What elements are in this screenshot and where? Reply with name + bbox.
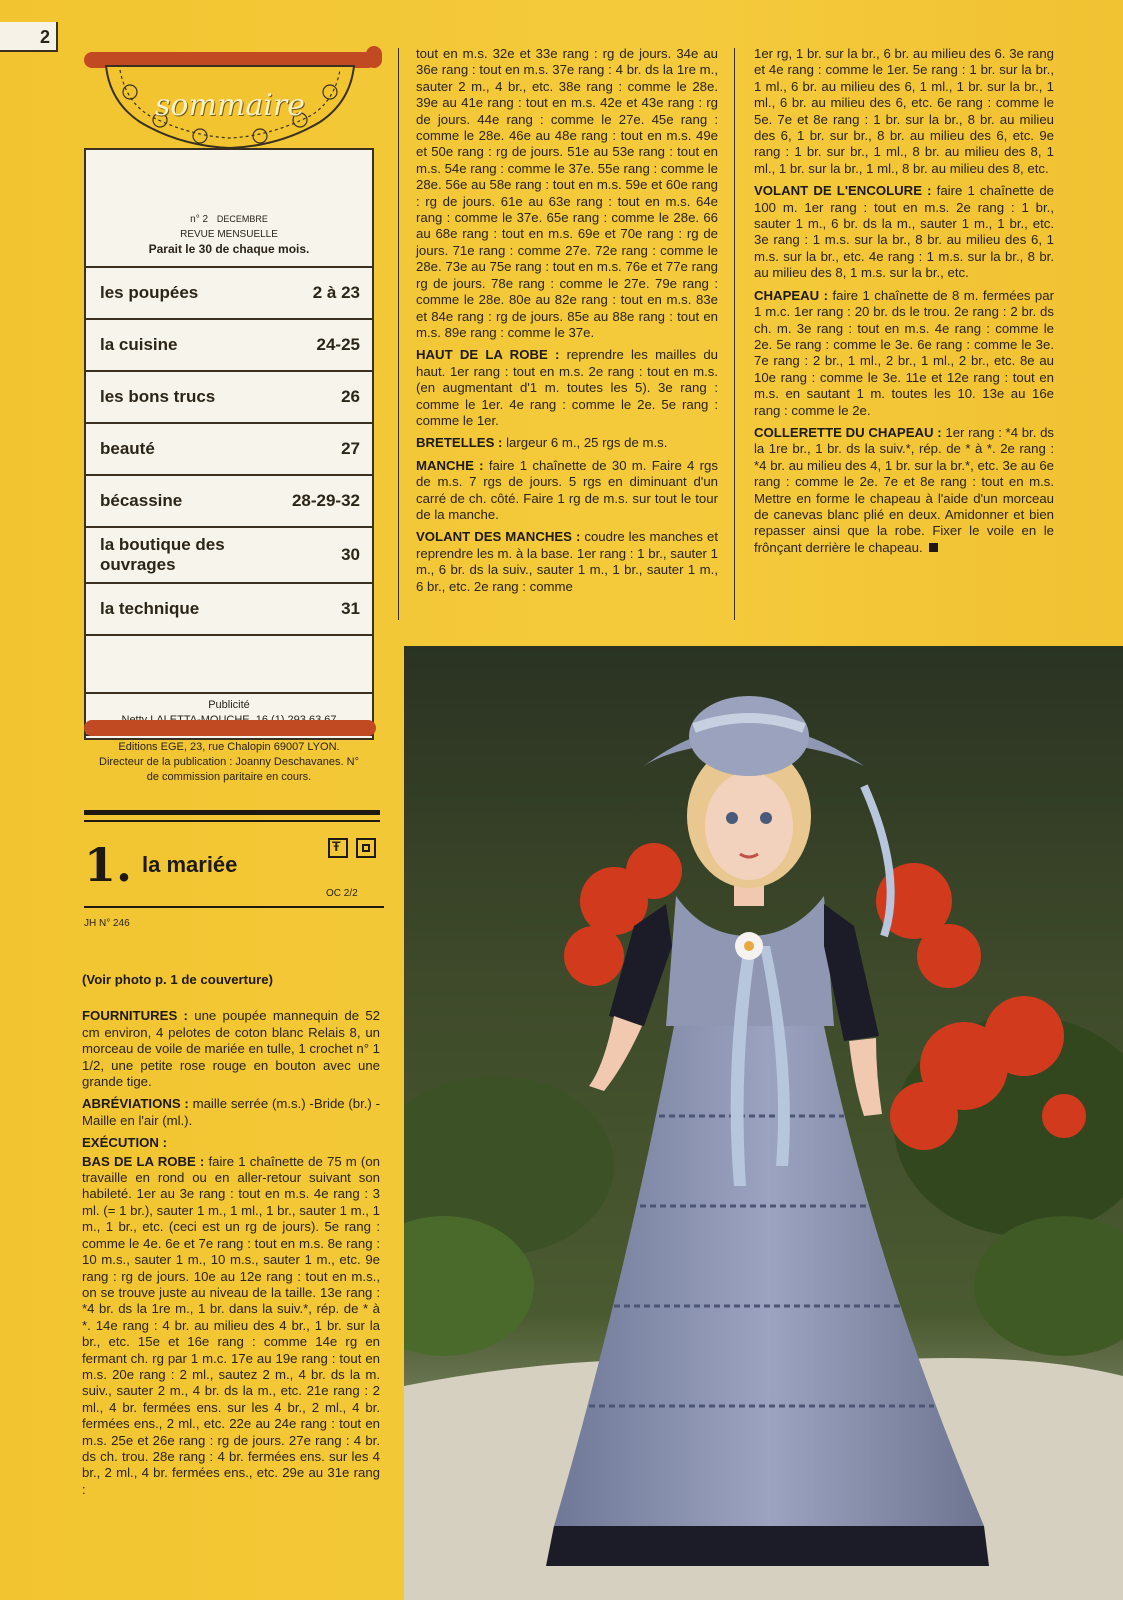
toc-item[interactable]: la boutique des ouvrages 30 [86,526,372,582]
toc-item[interactable]: la cuisine 24-25 [86,318,372,370]
publicite-label: Publicité [208,699,250,711]
issue-meta [86,150,372,258]
table-of-contents [86,266,372,789]
parution-note: Parait le 30 de chaque mois. [148,242,310,256]
column-rule [734,48,735,620]
bas-robe-text: faire 1 chaînette de 75 m (on travaille en rond ou en aller-retour suivant son habileté. 1er au 3e rang : tout en m.s. 4e rang : 3 ml. (= 1 br.), sauter 1 m., 1 ml., 1 br., sauter 1 m., 1 m., 1 br., etc. (ceci est un rg de jours). 5e rang : comme le 4e. 6e et 7e rang : tout en m.s. 8e rang : 10 m.s., sauter 1 m., 10 m.s., sauter 1 m., etc. 9e rang : rg de jours. 10e au 12e rang : tout en m.s., on se trouve juste au niveau de la taille. 13e rang : *4 br. ds la 1re m., 1 br. dans la suiv.*, rép. de * à *. 14e rang : 4 br. au milieu des 4 br., 1 br. sur la br., etc. 15e et 16e rang : comme 14e rg en fermant ch. rg par 1 m.c. 17e au 19e rang : tout en m.s. 20e rang : 2 ml., sautez 2 m., 4 br. ds la m. suiv., sauter 2 m., 4 br. ds la m., etc. 21e rang : 2 ml., 4 br. fermées ens. sur les 4 br., 2 ml., 4 br. fermées ens., 2 ml., etc. 22e au 24e rang : tout en m.s. 25e et 26e rang : rg de jours. 27e rang : 4 br. ds ch. trou. 28e rang : 4 br. fermées ens. sur les 4 br., 2 ml., 4 br. fermées ens., etc. 29e au 31e rang : [82,1153,380,1497]
abreviations-heading: ABRÉVIATIONS : [82,1096,189,1112]
curtain-rod-bottom [84,720,376,736]
toc-item[interactable]: les poupées 2 à 23 [86,266,372,318]
divider-thin [84,820,380,822]
volant-manches-text: coudre les manches et reprendre les m. à la base. 1er rang : 1 br., sauter 1 m., 6 br. ds la suiv., sauter 1 m., 1 br., sauter 1 m., 6 br., etc. 2e rang : comme [416,529,719,594]
collerette-heading: COLLERETTE DU CHAPEAU : [754,424,942,440]
sommaire-box [84,60,376,783]
divider-code [84,906,384,908]
chapeau-text: faire 1 chaînette de 8 m. fermées par 1 m.c. 1er rang : 20 br. ds le trou. 2e rang : 2 br. ds ch. m. 3e rang : tout en m.s. 4e rang : comme le 2e. 5e rang : comme le 3e. 6e rang : comme le 3e. 7e rang : 2 br., 1 ml., 2 br., 1 ml., 2 br., etc. 8e au 10e rang : comme le 3e. 11e et 12e rang : tout en m.s. en sautant 1 m. toutes les 10. 13e au 16e rang : comme le 2e. [754,287,1054,418]
code-oc: OC 2/2 [326,888,358,899]
article-title: la mariée [142,852,238,877]
execution-heading: EXÉCUTION : [82,1135,167,1151]
column-rule [398,48,399,620]
toc-item[interactable]: bécassine 28-29-32 [86,474,372,526]
fournitures-text: une poupée mannequin de 52 cm environ, 4 pelotes de coton blanc Relais 8, un morceau de voile de mariée en tulle, 1 crochet n° 1 1/2, une petite rose rouge en bouton avec une grande tige. [82,1008,380,1090]
end-mark-icon [929,543,938,552]
volant-encolure-heading: VOLANT DE L'ENCOLURE : [754,183,932,199]
text-column-1 [82,972,380,1504]
bretelles-text: largeur 6 m., 25 rgs de m.s. [506,435,668,451]
haut-robe-heading: HAUT DE LA ROBE : [416,347,560,363]
collerette-text: 1er rang : *4 br. ds la 1re br., 1 br. ds la suiv.*, rép. de * à *. 2e rang : *4 br. au milieu des 4, 1 br. sur la br.*, etc. 3e au 6e rang : comme le 2e. 7e et 8e rang : tout en m.s. Mettre en forme le chapeau à l'aide d'un morceau de canevas blanc plié en deux. Amidonner et bien repasser ainsi que la robe. Fixer le voile en le frônçant derrière le chapeau. [754,424,1055,555]
voir-photo: (Voir photo p. 1 de couverture) [82,972,273,987]
volant-manches-heading: VOLANT DES MANCHES : [416,529,581,545]
volant-encolure-text: faire 1 chaînette de 100 m. 1er rang : tout en m.s. 2e rang : 1 br., sauter 1 m., 6 br. ds la m., sauter 1 m., 1 br., etc. 3e rang : 1 m.s. sur la br., 8 br. au milieu des 6, 1 m.s. sur la br., etc. 4e rang : 1 m.s. sur la br., 8 br. au milieu des 8, 1 m.s. sur la br., etc. [754,183,1054,281]
issue-number: n° 2 [190,214,209,225]
difficulty-icon [328,838,348,858]
toc-item[interactable]: les bons trucs 26 [86,370,372,422]
sommaire-card [84,148,374,783]
col3-continuation: 1er rg, 1 br. sur la br., 6 br. au milieu des 6. 3e rang et 4e rang : comme le 1er. 5e rang : 1 br. sur la br., 1 ml., 6 br. au milieu des 6, 1 ml., 1 br. sur la br., 1 ml., 6 br. au milieu des 6, etc. 6e rang : comme le 5e. 7e et 8e rang : 1 br. sur la br., 8 br. au milieu des 6, 1 br. sur br., 8 br. au milieu des 6, etc. 9e rang : 1 br. sur br., 1 ml., 8 br. au milieu des 8, 1 ml., 1 br. sur la br., 1 ml., 8 br. au milieu des 8, etc. [754,46,1054,176]
manche-text: faire 1 chaînette de 30 m. Faire 4 rgs de m.s. 7 rgs de jours. 5 rgs en diminuant d'un carré de ch. côté. Faire 1 rg de m.s. sur tout le tour de la manche. [416,457,718,522]
text-column-3 [754,46,1054,562]
doll-illustration-icon [404,646,1123,1600]
abreviations-text: maille serrée (m.s.) -Bride (br.) - Maille en l'air (ml.). [82,1096,380,1128]
toc-item[interactable]: la technique 31 [86,582,372,634]
sommaire-title: sommaire [155,88,305,123]
text-column-2 [416,46,718,601]
doll-photo [404,646,1123,1600]
toc-item[interactable]: beauté 27 [86,422,372,474]
page-number: 2 [0,22,58,52]
revue-frequency: REVUE MENSUELLE [180,229,278,240]
issue-month: DECEMBRE [216,214,268,224]
col2-continuation: tout en m.s. 32e et 33e rang : rg de jours. 34e au 36e rang : tout en m.s. 37e rang : 4 br. ds la 1re m., sauter 2 m., 4 br., etc. 38e rang : comme le 28e. 39e au 41e rang : tout en m.s. 42e et 43e rang : rg de jours. 44e rang : comme le 27e. 45e rang : comme le 28e. 46e au 48e rang : tout en m.s. 49e et 50e rang : rg de jours. 51e au 53e rang : tout en m.s. 54e rang : comme le 37e. 55e rang : comme le 28e. 56e au 58e rang : tout en m.s. 59e et 60e rang : rg de jours. 61e au 63e rang : tout en m.s. 64e rang : comme le 37e. 65e rang : comme le 28e. 66 au 68e rang : tout en m.s. 69e et 70e rang : rg de jours. 71e rang : comme 27e. 72e rang : comme le 28e. 73e au 75e rang : tout en m.s. 76e et 77e rang rg de jours. 78e rang : comme le 27e. 79e rang : comme le 28e. 80e au 82e rang : tout en m.s. 83e et 84e rang : rg de jours. 85e au 88e rang : tout en m.s. 89e rang : comme le 37e. [416,46,718,340]
bas-robe-heading: BAS DE LA ROBE : [82,1153,205,1169]
bretelles-heading: BRETELLES : [416,435,503,451]
toc-blank-row [86,634,372,694]
divider-thick [84,810,380,815]
crochet-symbol-icon [356,838,376,858]
fournitures-heading: FOURNITURES : [82,1008,188,1024]
haut-robe-text: reprendre les mailles du haut. 1er rang : tout en m.s. 2e rang : tout en m.s. (en augmentant d'1 m. toutes les 5). 3e rang : comme le 1er. 4e rang : comme le 2e. 5e rang : comme le 1er. [416,347,718,428]
chapeau-heading: CHAPEAU : [754,287,829,303]
article-number: 1. [84,838,133,892]
editions-block: Editions EGE, 23, rue Chalopin 69007 LYON. Directeur de la publication : Joanny Deschavanes. N° de commission paritaire en cours. [99,741,359,783]
manche-heading: MANCHE : [416,457,484,473]
code-jh: JH N° 246 [84,918,130,929]
